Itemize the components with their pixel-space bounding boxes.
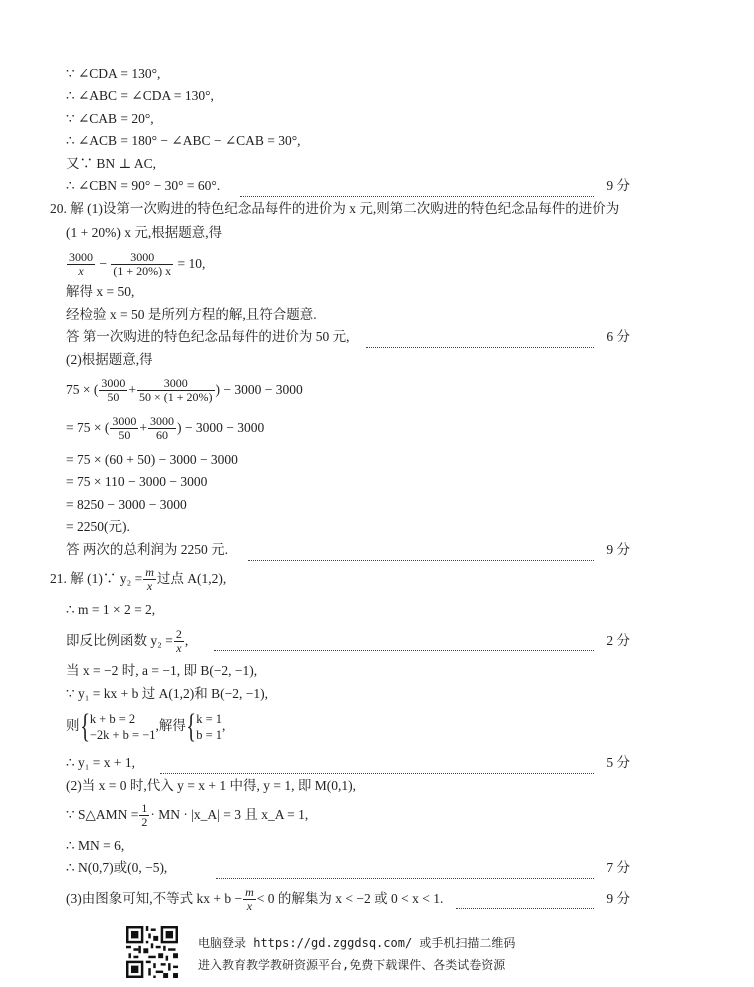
proof-line: ∴ ∠ACB = 180° − ∠ABC − ∠CAB = 30°, [66, 133, 301, 148]
footer [126, 926, 626, 980]
equation-line: = 75 × 110 − 3000 − 3000 [66, 474, 208, 489]
score-mark: 9 分 [606, 891, 630, 906]
fraction: $\frac{2}{x}$ [175, 627, 182, 656]
leader-dots [214, 630, 594, 651]
score-mark: 7 分 [606, 860, 630, 875]
solution-line: ∵ S△AMN = $\frac{1}{2}$ · MN · |x_A| = 3 且 x_A = 1, [66, 801, 309, 830]
equation-line: = 8250 − 3000 − 3000 [66, 497, 187, 512]
fraction: $\frac{3000}{50 \times (1 + 20\%)}$ [138, 376, 213, 405]
question-21-heading: 21. 解 (1)∵ y₂ = $\frac{m}{x}$ 过点 A(1,2), [50, 565, 227, 594]
leader-dots [366, 327, 594, 348]
fraction: $\frac{3000}{x}$ [69, 250, 93, 279]
fraction: $\frac{3000}{50}$ [101, 376, 126, 405]
proof-line: ∴ ∠ABC = ∠CDA = 130°, [66, 88, 214, 103]
score-mark: 5 分 [606, 755, 630, 770]
solution-line: 当 x = −2 时, a = −1, 即 B(−2, −1), [66, 663, 258, 678]
proof-line: ∵ ∠CAB = 20°, [66, 111, 154, 126]
score-mark: 6 分 [606, 329, 630, 344]
answer-line: 答 第一次购进的特色纪念品每件的进价为 50 元, [66, 329, 350, 344]
leader-dots [240, 176, 594, 197]
qr-code-icon [126, 926, 178, 978]
proof-line: ∴ ∠CBN = 90° − 30° = 60°. [66, 178, 221, 193]
fraction: $\frac{3000}{(1 + 20\%) x}$ [113, 250, 172, 279]
solution-line: ∴ m = 1 × 2 = 2, [66, 602, 156, 617]
brace-icon: { [186, 707, 196, 745]
fraction: $\frac{1}{2}$ [141, 801, 148, 830]
equation-line: 75 × ( $\frac{3000}{50}$ + $\frac{3000}{50 \times (1 + 20\%)}$ ) − 3000 − 3000 [66, 376, 303, 405]
proof-line: 又∵ BN ⊥ AC, [66, 156, 156, 171]
fraction: $\frac{m}{x}$ [245, 885, 254, 914]
fraction: $\frac{3000}{60}$ [149, 414, 174, 443]
score-mark: 2 分 [606, 633, 630, 648]
leader-dots [248, 540, 594, 561]
solution-line: ∴ N(0,7)或(0, −5), [66, 860, 168, 875]
leader-dots [160, 753, 594, 774]
proof-line: ∵ ∠CDA = 130°, [66, 66, 161, 81]
leader-dots [456, 888, 594, 909]
footer-line: 进入教育教学教研资源平台,免费下载课件、各类试卷资源 [198, 958, 506, 972]
equation-line: = 75 × ( $\frac{3000}{50}$ + $\frac{3000}{60}$ ) − 3000 − 3000 [66, 414, 265, 443]
fraction: $\frac{3000}{50}$ [112, 414, 137, 443]
solution-line: ∴ MN = 6, [66, 838, 125, 853]
fraction: $\frac{m}{x}$ [145, 565, 154, 594]
solution-line: 经检验 x = 50 是所列方程的解,且符合题意. [66, 307, 317, 322]
solution-line: (2)根据题意,得 [66, 352, 153, 367]
solution-line: 即反比例函数 y₂ = $\frac{2}{x}$ , [66, 627, 189, 656]
solution-line: (3)由图象可知,不等式 kx + b − $\frac{m}{x}$ < 0 的解集为 x < −2 或 0 < x < 1. [66, 885, 444, 914]
leader-dots [216, 858, 594, 879]
system-line: 则{ k + b = 2 −2k + b = −1 ,解得{ k = 1 b = 1 , [66, 707, 226, 745]
score-mark: 9 分 [606, 178, 630, 193]
answer-line: 答 两次的总利润为 2250 元. [66, 542, 228, 557]
question-20-heading: 20. 解 (1)设第一次购进的特色纪念品每件的进价为 x 元,则第二次购进的特色纪念品每件的进价为 [50, 201, 620, 216]
solution-line: ∴ y₁ = x + 1, [66, 755, 136, 770]
solution-line: ∵ y₁ = kx + b 过 A(1,2)和 B(−2, −1), [66, 686, 268, 701]
solution-line: (2)当 x = 0 时,代入 y = x + 1 中得, y = 1, 即 M(0,1), [66, 778, 356, 793]
brace-icon: { [79, 707, 90, 745]
solution-line: 解得 x = 50, [66, 284, 135, 299]
footer-line: 电脑登录 https://gd.zggdsq.com/ 或手机扫描二维码 [198, 936, 516, 950]
equation-line: = 75 × (60 + 50) − 3000 − 3000 [66, 452, 238, 467]
solution-line: (1 + 20%) x 元,根据题意,得 [66, 225, 223, 240]
equation-line: = 2250(元). [66, 519, 130, 534]
equation-line: $\frac{3000}{x}$ − $\frac{3000}{(1 + 20\%) x}$ = 10, [69, 250, 206, 279]
score-mark: 9 分 [606, 542, 630, 557]
